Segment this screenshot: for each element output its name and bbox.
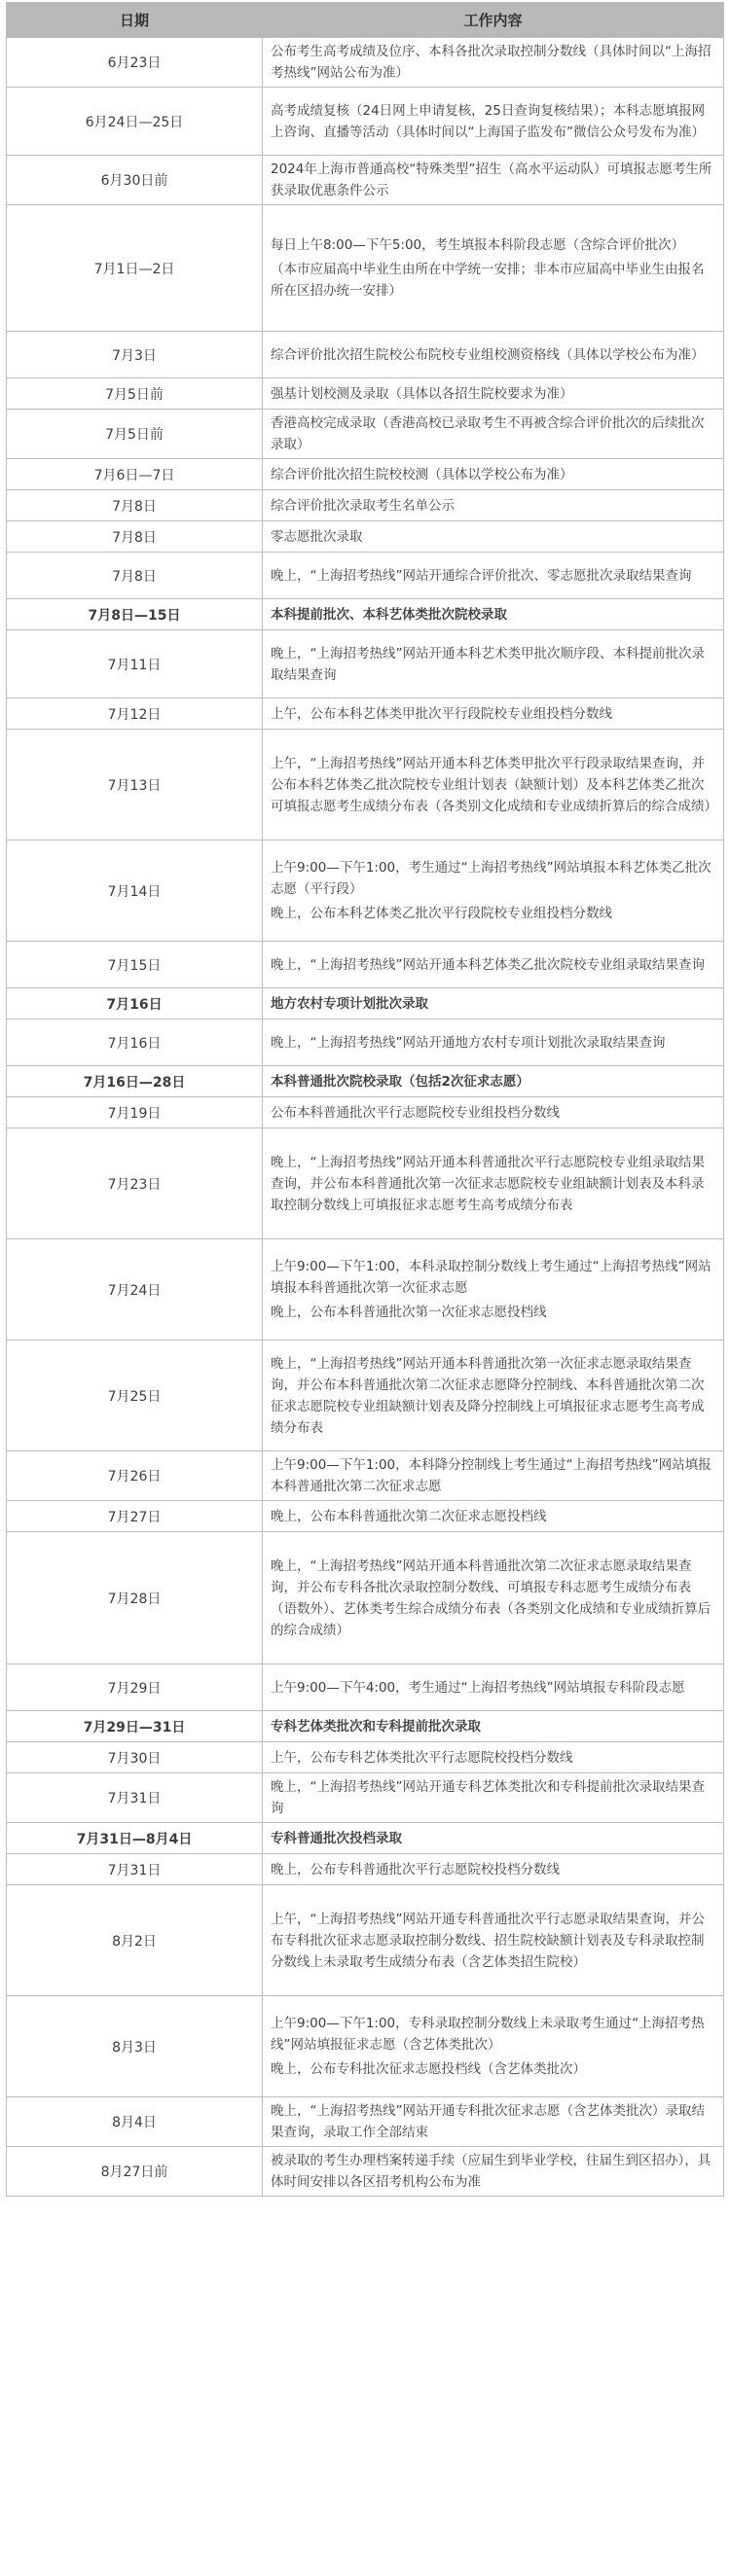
date-cell: 7月27日	[7, 1501, 263, 1532]
date-cell: 8月3日	[7, 1996, 263, 2097]
date-cell: 6月23日	[7, 38, 263, 88]
table-row	[7, 841, 724, 942]
content-paragraph: 地方农村专项计划批次录取	[271, 995, 428, 1012]
date-cell: 7月29日—31日	[7, 1711, 263, 1742]
date-cell: 7月1日—2日	[7, 205, 263, 332]
content-cell	[263, 1664, 724, 1711]
content-cell	[263, 1532, 724, 1664]
content-paragraph: 晚上，“上海招考热线”网站开通本科艺体类乙批次院校专业组录取结果查询	[271, 956, 705, 973]
content-paragraph: 晚上，公布专科普通批次平行志愿院校投档分数线	[271, 1861, 560, 1878]
table-row	[7, 378, 724, 410]
table-row	[7, 459, 724, 490]
schedule-body	[7, 38, 724, 2197]
content-paragraph: 上午，“上海招考热线”网站开通专科普通批次平行志愿录取结果查询，并公布专科批次征求志愿录取控制分数线、招生院校缺额计划表及专科录取控制分数线上未录取考生成绩分布表（含艺体类招生院校）	[271, 1911, 705, 1970]
content-cell	[263, 1742, 724, 1773]
content-paragraph: 上午9:00—下午1:00，考生通过“上海招考热线”网站填报本科艺体类乙批次志愿（平行段）	[271, 860, 712, 897]
table-row	[7, 490, 724, 521]
content-paragraph: 香港高校完成录取（香港高校已录取考生不再被含综合评价批次的后续批次录取）	[271, 415, 705, 452]
table-row	[7, 942, 724, 988]
content-paragraph: （本市应届高中毕业生由所在中学统一安排；非本市应届高中毕业生由报名所在区招办统一安排）	[271, 262, 705, 299]
date-cell: 7月8日—15日	[7, 599, 263, 630]
section-header-row	[7, 1711, 724, 1742]
date-cell: 7月5日前	[7, 378, 263, 410]
content-cell	[263, 942, 724, 988]
content-cell	[263, 2147, 724, 2197]
content-cell	[263, 553, 724, 599]
content-cell	[263, 88, 724, 156]
date-cell: 7月8日	[7, 553, 263, 599]
table-row	[7, 1128, 724, 1239]
table-row	[7, 1742, 724, 1773]
date-cell: 6月24日—25日	[7, 88, 263, 156]
content-cell	[263, 1097, 724, 1128]
date-cell: 7月15日	[7, 942, 263, 988]
content-paragraph: 晚上，“上海招考热线”网站开通本科艺术类甲批次顺序段、本科提前批次录取结果查询	[271, 645, 705, 683]
content-paragraph: 综合评价批次招生院校校测（具体以学校公布为准）	[271, 466, 573, 483]
date-cell: 7月16日—28日	[7, 1066, 263, 1097]
date-cell: 8月2日	[7, 1885, 263, 1996]
date-cell: 7月12日	[7, 698, 263, 730]
date-cell: 7月31日	[7, 1773, 263, 1823]
date-cell: 7月30日	[7, 1742, 263, 1773]
content-paragraph: 综合评价批次录取考生名单公示	[271, 497, 455, 514]
content-paragraph: 上午9:00—下午4:00，考生通过“上海招考热线”网站填报专科阶段志愿	[271, 1679, 685, 1696]
date-cell: 7月29日	[7, 1664, 263, 1711]
content-cell	[263, 205, 724, 332]
content-cell	[263, 698, 724, 730]
table-row	[7, 1854, 724, 1885]
date-cell: 7月25日	[7, 1341, 263, 1451]
content-paragraph: 上午9:00—下午1:00，本科录取控制分数线上考生通过“上海招考热线”网站填报本科普通批次第一次征求志愿	[271, 1259, 712, 1296]
table-row	[7, 1020, 724, 1066]
date-cell: 7月13日	[7, 730, 263, 841]
date-cell: 7月8日	[7, 490, 263, 521]
date-cell: 7月24日	[7, 1239, 263, 1341]
content-cell	[263, 1711, 724, 1742]
table-row	[7, 1097, 724, 1128]
content-paragraph: 2024年上海市普通高校“特殊类型”招生（高水平运动队）可填报志愿考生所获录取优惠条件公示	[271, 161, 712, 198]
content-cell	[263, 1501, 724, 1532]
content-column-header: 工作内容	[263, 3, 724, 38]
date-cell: 7月19日	[7, 1097, 263, 1128]
content-cell	[263, 1066, 724, 1097]
content-paragraph: 公布考生高考成绩及位序、本科各批次录取控制分数线（具体时间以“上海招考热线”网站公布为准）	[271, 44, 712, 81]
date-cell: 7月28日	[7, 1532, 263, 1664]
content-cell	[263, 1996, 724, 2097]
section-header-row	[7, 1066, 724, 1097]
content-cell	[263, 988, 724, 1020]
content-cell	[263, 332, 724, 378]
table-row	[7, 698, 724, 730]
content-paragraph: 强基计划校测及录取（具体以各招生院校要求为准）	[271, 385, 573, 402]
content-cell	[263, 521, 724, 553]
date-cell: 7月11日	[7, 630, 263, 698]
table-row	[7, 630, 724, 698]
content-cell	[263, 730, 724, 841]
date-cell: 7月8日	[7, 521, 263, 553]
content-cell	[263, 459, 724, 490]
content-cell	[263, 1020, 724, 1066]
content-paragraph: 本科提前批次、本科艺体类批次院校录取	[271, 606, 507, 623]
content-paragraph: 上午，公布专科艺体类批次平行志愿院校投档分数线	[271, 1749, 573, 1766]
date-cell: 7月16日	[7, 1020, 263, 1066]
content-cell	[263, 1239, 724, 1341]
content-paragraph: 上午9:00—下午1:00，专科录取控制分数线上未录取考生通过“上海招考热线”网站填报征求志愿（含艺体类批次）	[271, 2016, 705, 2053]
content-cell	[263, 1885, 724, 1996]
date-cell: 8月4日	[7, 2097, 263, 2147]
content-paragraph: 专科艺体类批次和专科提前批次录取	[271, 1718, 481, 1735]
content-paragraph: 上午，“上海招考热线”网站开通本科艺体类甲批次平行段录取结果查询，并公布本科艺体类乙批次院校专业组计划表（缺额计划）及本科艺体类乙批次可填报志愿考生成绩分布表（各类别文化成绩和专业成绩折算后的综合成绩）	[271, 755, 717, 814]
date-cell: 7月6日—7日	[7, 459, 263, 490]
content-paragraph: 专科普通批次投档录取	[271, 1830, 402, 1846]
content-paragraph: 晚上，公布本科普通批次第一次征求志愿投档线	[271, 1305, 547, 1320]
content-cell	[263, 2097, 724, 2147]
table-row	[7, 1451, 724, 1501]
table-row	[7, 2097, 724, 2147]
content-paragraph: 晚上，“上海招考热线”网站开通本科普通批次第一次征求志愿录取结果查询，并公布本科普通批次第二次征求志愿降分控制线、本科普通批次第二次征求志愿院校专业组缺额计划表及降分控制线上可填报征求志愿考生高考成绩分布表	[271, 1355, 705, 1436]
table-row	[7, 1341, 724, 1451]
content-paragraph: 晚上，公布专科批次征求志愿投档线（含艺体类批次）	[271, 2061, 586, 2077]
content-paragraph: 晚上，“上海招考热线”网站开通专科艺体类批次和专科提前批次录取结果查询	[271, 1779, 705, 1816]
content-paragraph: 高考成绩复核（24日网上申请复核，25日查询复核结果）；本科志愿填报网上咨询、直播等活动（具体时间以“上海国子监发布”微信公众号发布为准）	[271, 102, 706, 140]
table-row	[7, 2147, 724, 2197]
content-cell	[263, 156, 724, 205]
date-column-header: 日期	[7, 3, 263, 38]
table-row	[7, 521, 724, 553]
content-paragraph: 被录取的考生办理档案转递手续（应届生到毕业学校，往届生到区招办），具体时间安排以各区招考机构公布为准	[271, 2153, 712, 2190]
date-cell: 7月16日	[7, 988, 263, 1020]
date-cell: 7月14日	[7, 841, 263, 942]
content-paragraph: 晚上，“上海招考热线”网站开通本科普通批次第二次征求志愿录取结果查询，并公布专科各批次录取控制分数线、可填报专科志愿考生成绩分布表（语数外）、艺体类考生综合成绩分布表（各类别文化成绩和专业成绩折算后的综合成绩）	[271, 1557, 712, 1638]
content-paragraph: 晚上，“上海招考热线”网站开通专科批次征求志愿（含艺体类批次）录取结果查询，录取工作全部结束	[271, 2103, 705, 2140]
content-cell	[263, 630, 724, 698]
content-paragraph: 公布本科普通批次平行志愿院校专业组投档分数线	[271, 1104, 560, 1121]
table-row	[7, 332, 724, 378]
date-cell: 7月31日—8月4日	[7, 1823, 263, 1854]
section-header-row	[7, 599, 724, 630]
table-row	[7, 1239, 724, 1341]
table-row	[7, 88, 724, 156]
content-paragraph: 晚上，“上海招考热线”网站开通综合评价批次、零志愿批次录取结果查询	[271, 567, 692, 584]
content-paragraph: 本科普通批次院校录取（包括2次征求志愿）	[271, 1073, 529, 1090]
table-row	[7, 1885, 724, 1996]
content-paragraph: 晚上，“上海招考热线”网站开通本科普通批次平行志愿院校专业组录取结果查询，并公布本科普通批次第一次征求志愿院校专业组缺额计划表及本科录取控制分数线上可填报征求志愿考生高考成绩分布表	[271, 1154, 705, 1213]
date-cell: 7月23日	[7, 1128, 263, 1239]
content-cell	[263, 1773, 724, 1823]
date-cell: 7月31日	[7, 1854, 263, 1885]
table-row	[7, 156, 724, 205]
content-cell	[263, 1823, 724, 1854]
section-header-row	[7, 1823, 724, 1854]
content-paragraph: 综合评价批次招生院校公布院校专业组校测资格线（具体以学校公布为准）	[271, 346, 705, 363]
content-paragraph: 晚上，公布本科普通批次第二次征求志愿投档线	[271, 1508, 547, 1524]
date-cell: 8月27日前	[7, 2147, 263, 2197]
date-cell: 7月26日	[7, 1451, 263, 1501]
content-cell	[263, 599, 724, 630]
content-cell	[263, 38, 724, 88]
content-cell	[263, 378, 724, 410]
date-cell: 7月5日前	[7, 410, 263, 459]
content-paragraph: 上午9:00—下午1:00，本科降分控制线上考生通过“上海招考热线”网站填报本科普通批次第二次征求志愿	[271, 1457, 712, 1494]
content-paragraph: 晚上，公布本科艺体类乙批次平行段院校专业组投档分数线	[271, 906, 612, 921]
section-header-row	[7, 988, 724, 1020]
content-cell	[263, 490, 724, 521]
content-cell	[263, 1854, 724, 1885]
table-row	[7, 205, 724, 332]
content-cell	[263, 1128, 724, 1239]
admission-schedule-table	[6, 2, 724, 2197]
table-row	[7, 1532, 724, 1664]
table-row	[7, 730, 724, 841]
content-paragraph: 晚上，“上海招考热线”网站开通地方农村专项计划批次录取结果查询	[271, 1034, 666, 1051]
date-cell: 7月3日	[7, 332, 263, 378]
content-cell	[263, 1341, 724, 1451]
content-cell	[263, 410, 724, 459]
table-header-row	[7, 3, 724, 38]
content-cell	[263, 841, 724, 942]
content-paragraph: 零志愿批次录取	[271, 528, 363, 545]
content-paragraph: 每日上午8:00—下午5:00，考生填报本科阶段志愿（含综合评价批次）	[271, 237, 685, 253]
table-row	[7, 1664, 724, 1711]
content-cell	[263, 1451, 724, 1501]
date-cell: 6月30日前	[7, 156, 263, 205]
table-row	[7, 1501, 724, 1532]
table-row	[7, 410, 724, 459]
content-paragraph: 上午，公布本科艺体类甲批次平行段院校专业组投档分数线	[271, 705, 612, 722]
table-row	[7, 1996, 724, 2097]
table-row	[7, 38, 724, 88]
table-row	[7, 1773, 724, 1823]
table-row	[7, 553, 724, 599]
